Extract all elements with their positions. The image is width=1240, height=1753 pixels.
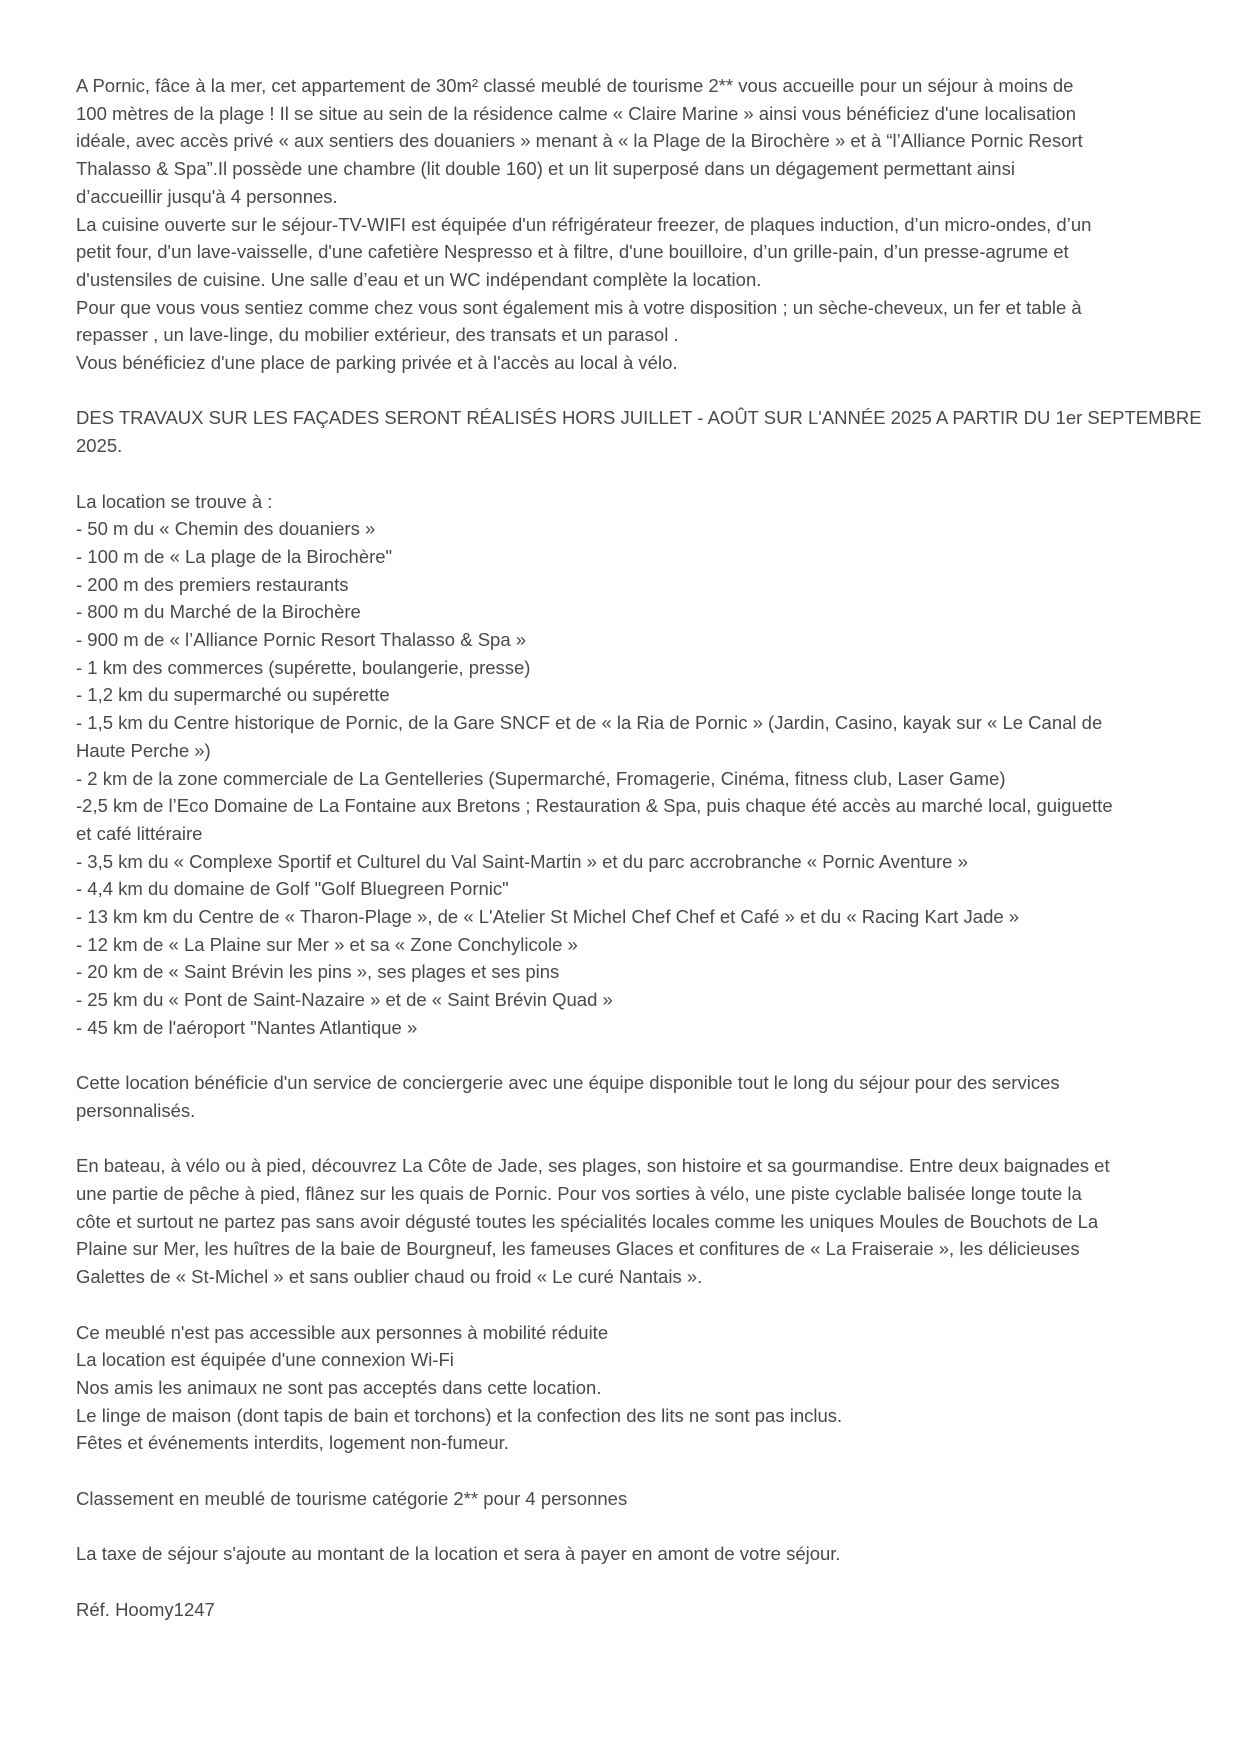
paragraph-gap bbox=[76, 1291, 1176, 1319]
text-line: d’accueillir jusqu'à 4 personnes. bbox=[76, 185, 338, 207]
list-item: - 45 km de l'aéroport "Nantes Atlantique » bbox=[76, 1016, 418, 1038]
text-line: DES TRAVAUX SUR LES FAÇADES SERONT RÉALISÉS HORS JUILLET - AOÛT SUR L'ANNÉE 2025 A PARTIR DU 1er SEPTEMBRE bbox=[76, 407, 1202, 429]
location-list bbox=[76, 488, 1176, 1042]
list-item: - 1,5 km du Centre historique de Pornic, de la Gare SNCF et de « la Ria de Pornic » (Jardin, Casino, kayak sur « Le Canal de bbox=[76, 712, 1103, 734]
list-item: - 13 km km du Centre de « Tharon-Plage », de « L'Atelier St Michel Chef Chef et Café » et du « Racing Kart Jade » bbox=[76, 906, 1020, 928]
list-item: - 2 km de la zone commerciale de La Gentelleries (Supermarché, Fromagerie, Cinéma, fitness club, Laser Game) bbox=[76, 767, 1006, 789]
text-line: Fêtes et événements interdits, logement non-fumeur. bbox=[76, 1432, 509, 1454]
list-item: - 3,5 km du « Complexe Sportif et Culturel du Val Saint-Martin » et du parc accrobranche « Pornic Aventure » bbox=[76, 850, 968, 872]
paragraph-gap bbox=[76, 1042, 1176, 1070]
paragraph-gap bbox=[76, 460, 1176, 488]
list-item: - 50 m du « Chemin des douaniers » bbox=[76, 518, 376, 540]
paragraph-gap bbox=[76, 377, 1176, 405]
paragraph-gap bbox=[76, 1457, 1176, 1485]
text-line: 100 mètres de la plage ! Il se situe au sein de la résidence calme « Claire Marine » ainsi vous bénéficiez d'une localisation bbox=[76, 102, 1077, 124]
region-paragraph bbox=[76, 1152, 1176, 1291]
list-item: - 25 km du « Pont de Saint-Nazaire » et de « Saint Brévin Quad » bbox=[76, 989, 613, 1011]
list-item: - 12 km de « La Plaine sur Mer » et sa « Zone Conchylicole » bbox=[76, 933, 578, 955]
conditions-paragraph bbox=[76, 1319, 1176, 1458]
list-item: - 1 km des commerces (supérette, boulangerie, presse) bbox=[76, 656, 531, 678]
paragraph-gap bbox=[76, 1512, 1176, 1540]
list-item: -2,5 km de l’Eco Domaine de La Fontaine aux Bretons ; Restauration & Spa, puis chaque été accès au marché local, guiguette bbox=[76, 795, 1113, 817]
text-line: personnalisés. bbox=[76, 1099, 196, 1121]
list-item: - 4,4 km du domaine de Golf "Golf Bluegreen Pornic" bbox=[76, 878, 509, 900]
text-line: repasser , un lave-linge, du mobilier extérieur, des transats et un parasol . bbox=[76, 324, 679, 346]
text-line: En bateau, à vélo ou à pied, découvrez La Côte de Jade, ses plages, son histoire et sa gourmandise. Entre deux baignades et bbox=[76, 1155, 1110, 1177]
text-line: La location est équipée d'une connexion Wi-Fi bbox=[76, 1349, 454, 1371]
text-line: A Pornic, fâce à la mer, cet appartement de 30m² classé meublé de tourisme 2** vous accueille pour un séjour à moins de bbox=[76, 75, 1074, 96]
list-item: - 900 m de « l’Alliance Pornic Resort Thalasso & Spa » bbox=[76, 629, 527, 651]
list-item: et café littéraire bbox=[76, 822, 203, 844]
list-item: - 800 m du Marché de la Birochère bbox=[76, 601, 361, 623]
text-line: Vous bénéficiez d'une place de parking privée et à l'accès au local à vélo. bbox=[76, 352, 678, 374]
text-line: idéale, avec accès privé « aux sentiers des douaniers » menant à « la Plage de la Birochère » et à “l’Alliance Pornic Resort bbox=[76, 130, 1083, 152]
text-line: d'ustensiles de cuisine. Une salle d’eau et un WC indépendant complète la location. bbox=[76, 268, 762, 290]
text-line: petit four, d'un lave-vaisselle, d'une cafetière Nespresso et à filtre, d'une bouilloire, d’un grille-pain, d’un presse-agrume et bbox=[76, 241, 1069, 263]
intro-paragraph bbox=[76, 72, 1176, 377]
list-item: - 1,2 km du supermarché ou supérette bbox=[76, 684, 390, 706]
text-line: La cuisine ouverte sur le séjour-TV-WIFI est équipée d'un réfrigérateur freezer, de plaques induction, d’un micro-ondes, d’un bbox=[76, 213, 1092, 235]
reference-line: Réf. Hoomy1247 bbox=[76, 1598, 215, 1620]
list-item: - 100 m de « La plage de la Birochère" bbox=[76, 545, 393, 567]
list-item: Haute Perche ») bbox=[76, 739, 211, 761]
classification-line: Classement en meublé de tourisme catégorie 2** pour 4 personnes bbox=[76, 1487, 628, 1509]
works-notice bbox=[76, 404, 1202, 459]
paragraph-gap bbox=[76, 1568, 1176, 1596]
list-item: - 200 m des premiers restaurants bbox=[76, 573, 349, 595]
paragraph-gap bbox=[76, 1125, 1176, 1153]
text-line: 2025. bbox=[76, 435, 123, 457]
text-line: Ce meublé n'est pas accessible aux personnes à mobilité réduite bbox=[76, 1321, 609, 1343]
text-line: une partie de pêche à pied, flânez sur les quais de Pornic. Pour vos sorties à vélo, une piste cyclable balisée longe toute la bbox=[76, 1183, 1082, 1205]
document-body bbox=[76, 72, 1202, 1623]
list-item: - 20 km de « Saint Brévin les pins », ses plages et ses pins bbox=[76, 961, 560, 983]
location-heading: La location se trouve à : bbox=[76, 490, 273, 512]
text-line: Plaine sur Mer, les huîtres de la baie de Bourgneuf, les fameuses Glaces et confitures de « La Fraiseraie », les délicieuses bbox=[76, 1238, 1080, 1260]
text-line: Thalasso & Spa”.Il possède une chambre (lit double 160) et un lit superposé dans un dégagement permettant ainsi bbox=[76, 158, 1015, 180]
tax-line: La taxe de séjour s'ajoute au montant de la location et sera à payer en amont de votre séjour. bbox=[76, 1543, 841, 1565]
text-line: Le linge de maison (dont tapis de bain et torchons) et la confection des lits ne sont pas inclus. bbox=[76, 1404, 843, 1426]
text-line: côte et surtout ne partez pas sans avoir dégusté toutes les spécialités locales comme les uniques Moules de Bouchots de La bbox=[76, 1210, 1099, 1232]
text-line: Pour que vous vous sentiez comme chez vous sont également mis à votre disposition ; un sèche-cheveux, un fer et table à bbox=[76, 296, 1082, 318]
text-line: Galettes de « St-Michel » et sans oublier chaud ou froid « Le curé Nantais ». bbox=[76, 1266, 703, 1288]
concierge-paragraph bbox=[76, 1069, 1176, 1124]
text-line: Cette location bénéficie d'un service de conciergerie avec une équipe disponible tout le long du séjour pour des services bbox=[76, 1072, 1060, 1094]
text-line: Nos amis les animaux ne sont pas acceptés dans cette location. bbox=[76, 1376, 602, 1398]
